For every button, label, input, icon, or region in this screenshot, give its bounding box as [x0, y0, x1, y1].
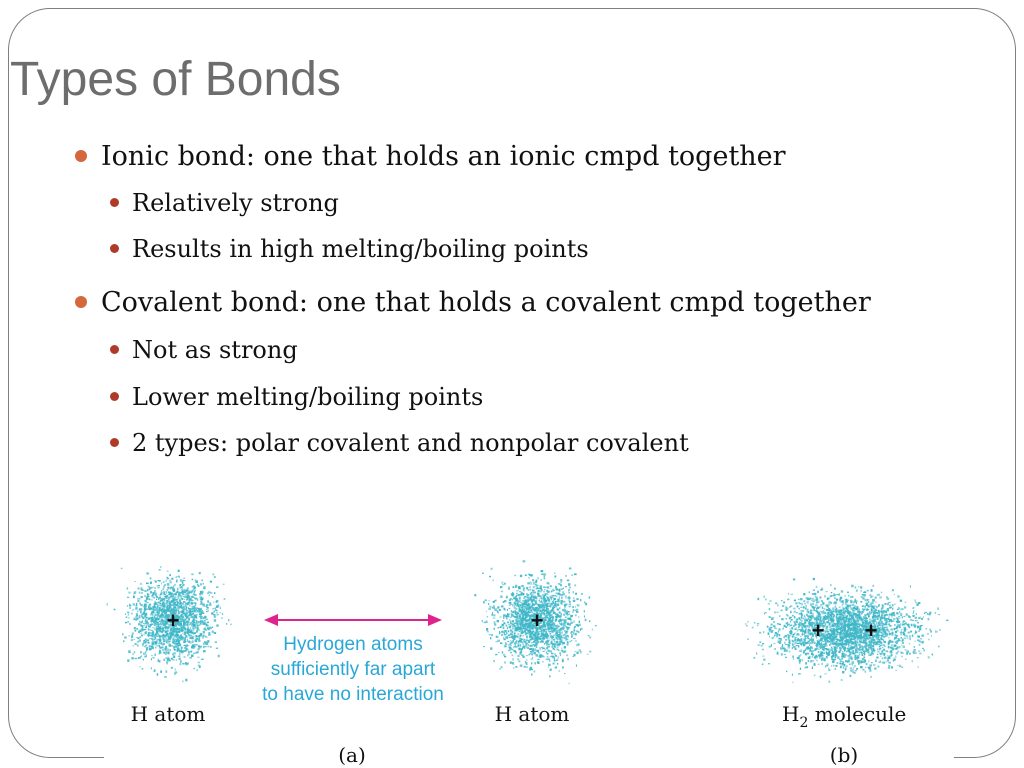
- arrow-caption-line-3: to have no interaction: [262, 684, 444, 705]
- label-h2-element: H: [782, 702, 800, 726]
- slide-title: Types of Bonds: [10, 53, 341, 106]
- sub-bullet-dot: [110, 244, 119, 253]
- panel-label-a: (a): [338, 743, 366, 767]
- sub-bullet-dot: [110, 392, 119, 401]
- sub-bullet-two-types: 2 types: polar covalent and nonpolar covalent: [132, 429, 689, 457]
- sub-bullet-dot: [110, 345, 119, 354]
- hydrogen-bond-figure: [100, 536, 960, 768]
- bullet-covalent-bond: Covalent bond: one that holds a covalent cmpd together: [101, 287, 871, 318]
- label-h2-molecule: [782, 702, 906, 731]
- panel-label-b: (b): [829, 743, 859, 767]
- sub-bullet-dot: [110, 438, 119, 447]
- sub-bullet-not-as-strong: Not as strong: [132, 336, 298, 364]
- arrow-caption-line-2: sufficiently far apart: [270, 659, 436, 680]
- bullet-dot: [75, 150, 87, 162]
- sub-bullet-dot: [110, 198, 119, 207]
- nucleus-plus-left: +: [166, 608, 180, 633]
- arrow-caption-line-1: Hydrogen atoms: [283, 634, 423, 655]
- bullet-dot: [75, 296, 87, 308]
- nucleus-plus-molecule-1: +: [811, 618, 825, 643]
- bullet-ionic-bond: Ionic bond: one that holds an ionic cmpd together: [101, 141, 786, 172]
- sub-bullet-lower-melting: Lower melting/boiling points: [132, 383, 484, 411]
- nucleus-plus-right: +: [530, 608, 544, 633]
- nucleus-plus-molecule-2: +: [864, 618, 878, 643]
- label-h2-rest: molecule: [808, 702, 907, 726]
- label-h-atom-left: H atom: [130, 702, 206, 726]
- label-h-atom-right: H atom: [494, 702, 570, 726]
- label-h2-subscript: 2: [799, 715, 809, 731]
- sub-bullet-high-melting: Results in high melting/boiling points: [132, 235, 589, 263]
- electron-cloud-molecule: [745, 578, 948, 683]
- double-arrow-icon: [264, 614, 442, 626]
- sub-bullet-relatively-strong: Relatively strong: [132, 189, 339, 217]
